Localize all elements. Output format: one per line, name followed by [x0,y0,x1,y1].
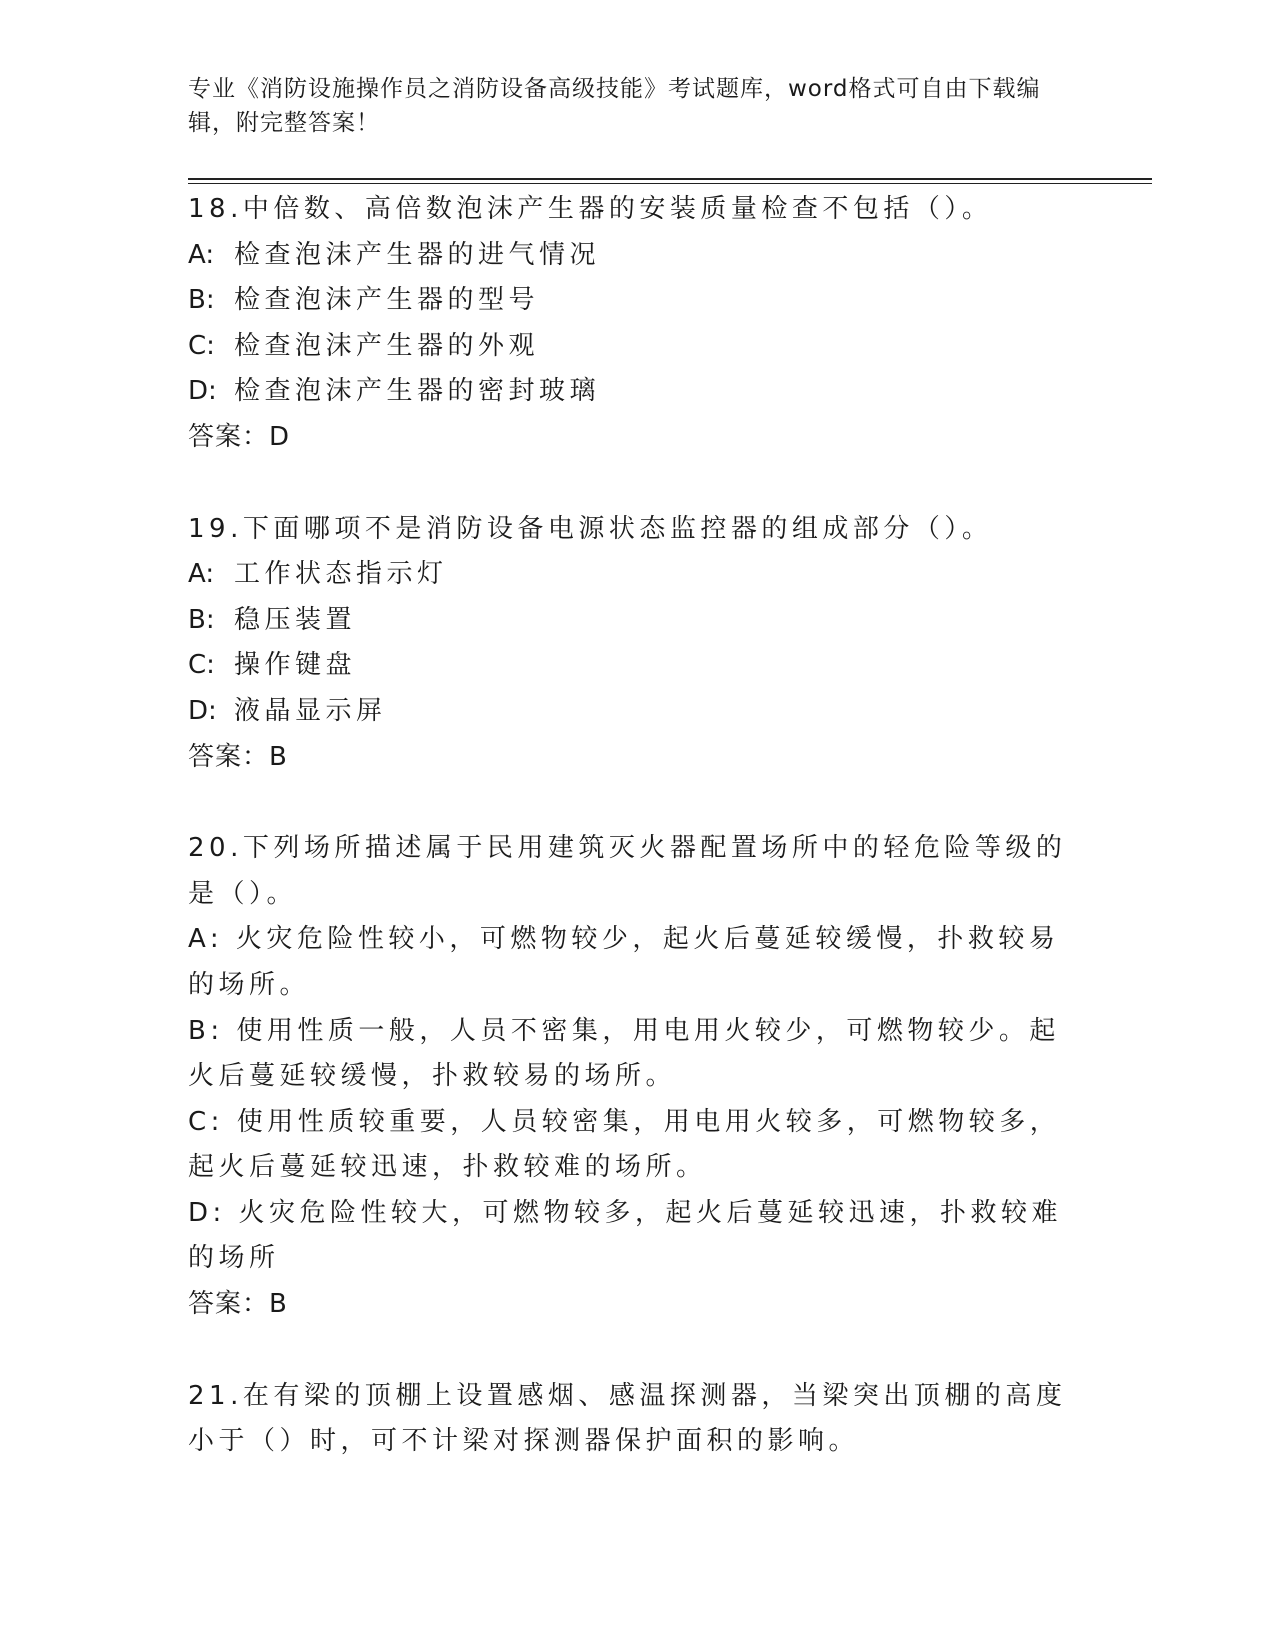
option-text: 火灾危险性较小，可燃物较少，起火后蔓延较缓慢，扑救较易的场所。 [188,924,1060,1000]
option-letter: C: [188,1106,224,1137]
option-letter: A: [188,239,215,270]
answer-line: 答案：D [188,421,291,452]
option-letter: B: [188,285,215,316]
option-text: 检查泡沫产生器的进气情况 [234,239,601,270]
option-b [188,278,1078,324]
option-a [188,552,1078,598]
question-stem: 20.下列场所描述属于民用建筑灭火器配置场所中的轻危险等级的是（）。 [188,833,1067,909]
question-stem: 18.中倍数、高倍数泡沫产生器的安装质量检查不包括（）。 [188,194,993,224]
option-text: 检查泡沫产生器的密封玻璃 [234,376,601,407]
option-letter: D: [188,376,217,407]
option-text: 操作键盘 [234,650,357,681]
option-c [188,324,1078,370]
header-rule-thin [188,183,1152,184]
question-18 [188,187,1078,461]
option-text: 稳压装置 [234,604,357,635]
question-stem: 19.下面哪项不是消防设备电源状态监控器的组成部分（）。 [188,513,993,544]
option-text: 使用性质较重要，人员较密集，用电用火较多，可燃物较多，起火后蔓延较迅速，扑救较难的场所。 [188,1106,1061,1183]
option-text: 使用性质一般，人员不密集，用电用火较少，可燃物较少。起火后蔓延较缓慢，扑救较易的场所。 [188,1015,1060,1092]
option-text: 火灾危险性较大，可燃物较多，起火后蔓延较迅速，扑救较难的场所 [188,1197,1063,1274]
option-text: 液晶显示屏 [234,695,387,726]
document-header: 专业《消防设施操作员之消防设备高级技能》考试题库，word格式可自由下载编辑，附完整答案！ [188,76,1041,136]
option-b [188,598,1078,644]
option-d [188,369,1078,415]
option-letter: C: [188,330,215,361]
option-letter: A: [188,924,224,955]
option-letter: B: [188,1015,224,1046]
question-19 [188,507,1078,781]
option-b [188,1009,1078,1100]
answer-line: 答案：B [188,1289,288,1320]
option-c [188,1100,1078,1191]
question-list [188,187,1078,1511]
answer-line: 答案：B [188,741,288,772]
option-text: 工作状态指示灯 [234,559,448,590]
option-d [188,1191,1078,1282]
option-a [188,233,1078,279]
option-text: 检查泡沫产生器的外观 [234,330,540,361]
question-21 [188,1374,1078,1465]
option-letter: B: [188,604,215,635]
header-rule-thick [188,178,1152,180]
question-20 [188,826,1078,1328]
option-letter: D: [188,695,217,726]
question-stem: 21.在有梁的顶棚上设置感烟、感温探测器，当梁突出顶棚的高度小于（）时，可不计梁对探测器保护面积的影响。 [188,1380,1067,1457]
option-letter: A: [188,559,215,590]
option-d [188,689,1078,735]
option-letter: C: [188,650,215,681]
option-letter: D: [188,1197,226,1228]
option-a [188,917,1078,1008]
option-text: 检查泡沫产生器的型号 [234,285,540,316]
option-c [188,643,1078,689]
